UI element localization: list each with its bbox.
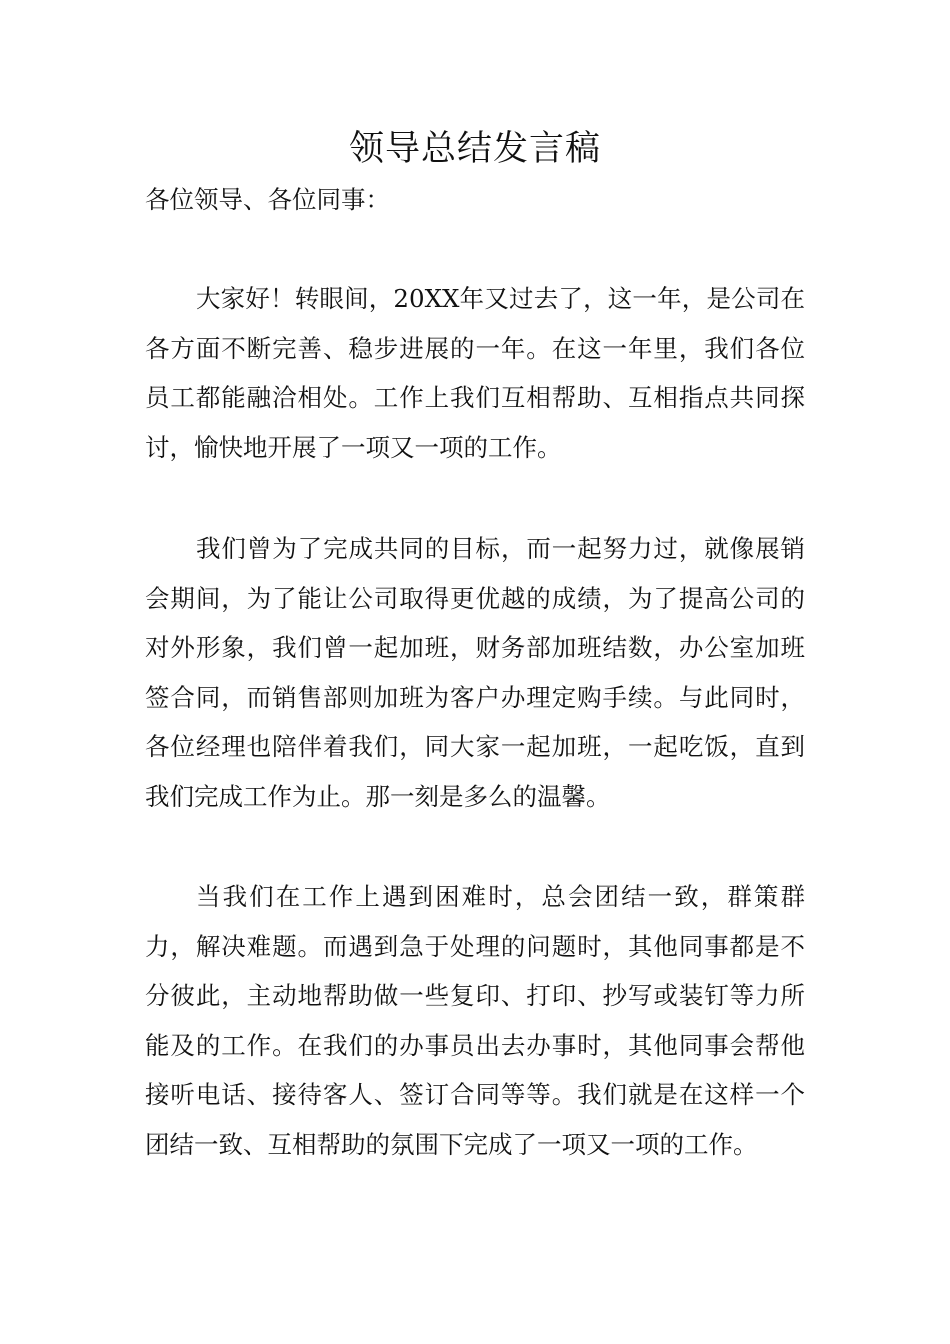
salutation: 各位领导、各位同事： xyxy=(145,185,390,214)
body-paragraph-3: 当我们在工作上遇到困难时，总会团结一致，群策群力，解决难题。而遇到急于处理的问题时，其他同事都是不分彼此，主动地帮助做一些复印、打印、抄写或装钉等力所能及的工作。在我们的办事员出去办事时，其他同事会帮他接听电话、接待客人、签订合同等等。我们就是在这样一个团结一致、互相帮助的氛围下完成了一项又一项的工作。 xyxy=(145,882,805,1159)
body-paragraph-1: 大家好！转眼间，20XX年又过去了，这一年，是公司在各方面不断完善、稳步进展的一年。在这一年里，我们各位员工都能融洽相处。工作上我们互相帮助、互相指点共同探讨，愉快地开展了一项又一项的工作。 xyxy=(145,284,805,462)
document-title: 领导总结发言稿 xyxy=(348,129,601,169)
body-paragraph-2: 我们曾为了完成共同的目标，而一起努力过，就像展销会期间，为了能让公司取得更优越的成绩，为了提高公司的对外形象，我们曾一起加班，财务部加班结数，办公室加班签合同，而销售部则加班为客户办理定购手续。与此同时，各位经理也陪伴着我们，同大家一起加班，一起吃饭，直到我们完成工作为止。那一刻是多么的温馨。 xyxy=(145,534,805,811)
